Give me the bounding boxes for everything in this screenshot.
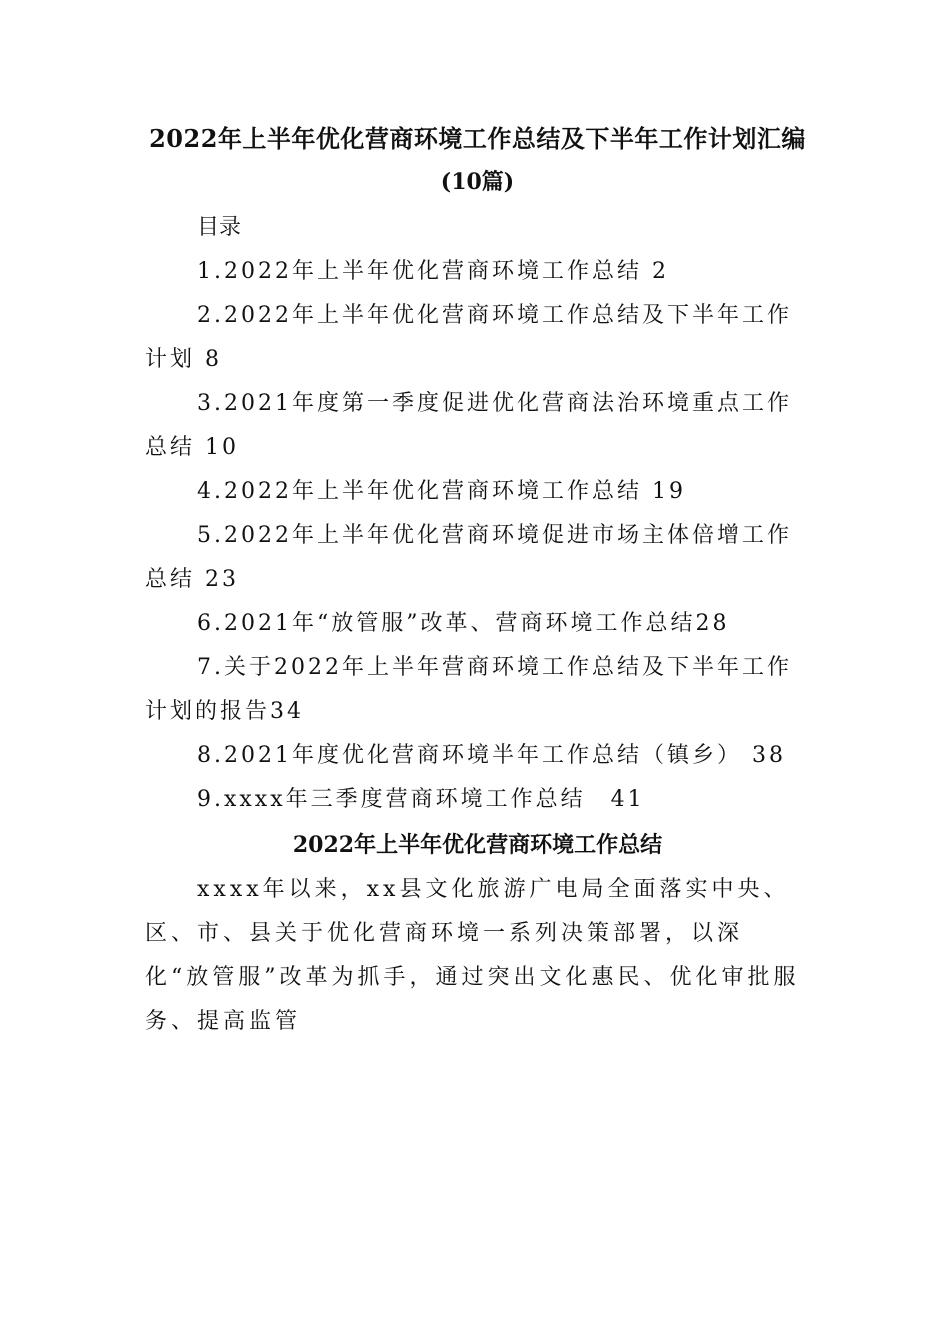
toc-item-3: 3.2021年度第一季度促进优化营商法治环境重点工作总结 10 [145, 391, 792, 460]
toc-item-6: 6.2021年“放管服”改革、营商环境工作总结28 [197, 611, 730, 636]
section-title: 2022年上半年优化营商环境工作总结 [292, 832, 663, 858]
toc-item-4: 4.2022年上半年优化营商环境工作总结 19 [197, 479, 686, 504]
toc-item-8: 8.2021年度优化营商环境半年工作总结（镇乡） 38 [197, 743, 786, 768]
body-paragraph: xxxx年以来，xx县文化旅游广电局全面落实中央、区、市、县关于优化营商环境一系列决策部署，以深化“放管服”改革为抓手，通过突出文化惠民、优化审批服务、提高监管 [145, 877, 800, 1034]
table-of-contents [145, 250, 810, 822]
document-subtitle: (10篇) [440, 169, 515, 195]
document-title: 2022年上半年优化营商环境工作总结及下半年工作计划汇编 [149, 124, 806, 153]
toc-item-7: 7.关于2022年上半年营商环境工作总结及下半年工作计划的报告34 [145, 655, 792, 724]
toc-item-1: 1.2022年上半年优化营商环境工作总结 2 [197, 259, 669, 284]
toc-heading: 目录 [197, 215, 242, 240]
toc-item-9: 9.xxxx年三季度营商环境工作总结 41 [197, 787, 645, 812]
toc-item-2: 2.2022年上半年优化营商环境工作总结及下半年工作计划 8 [145, 303, 792, 372]
document-content [145, 118, 810, 1044]
toc-item-5: 5.2022年上半年优化营商环境促进市场主体倍增工作总结 23 [145, 523, 792, 592]
